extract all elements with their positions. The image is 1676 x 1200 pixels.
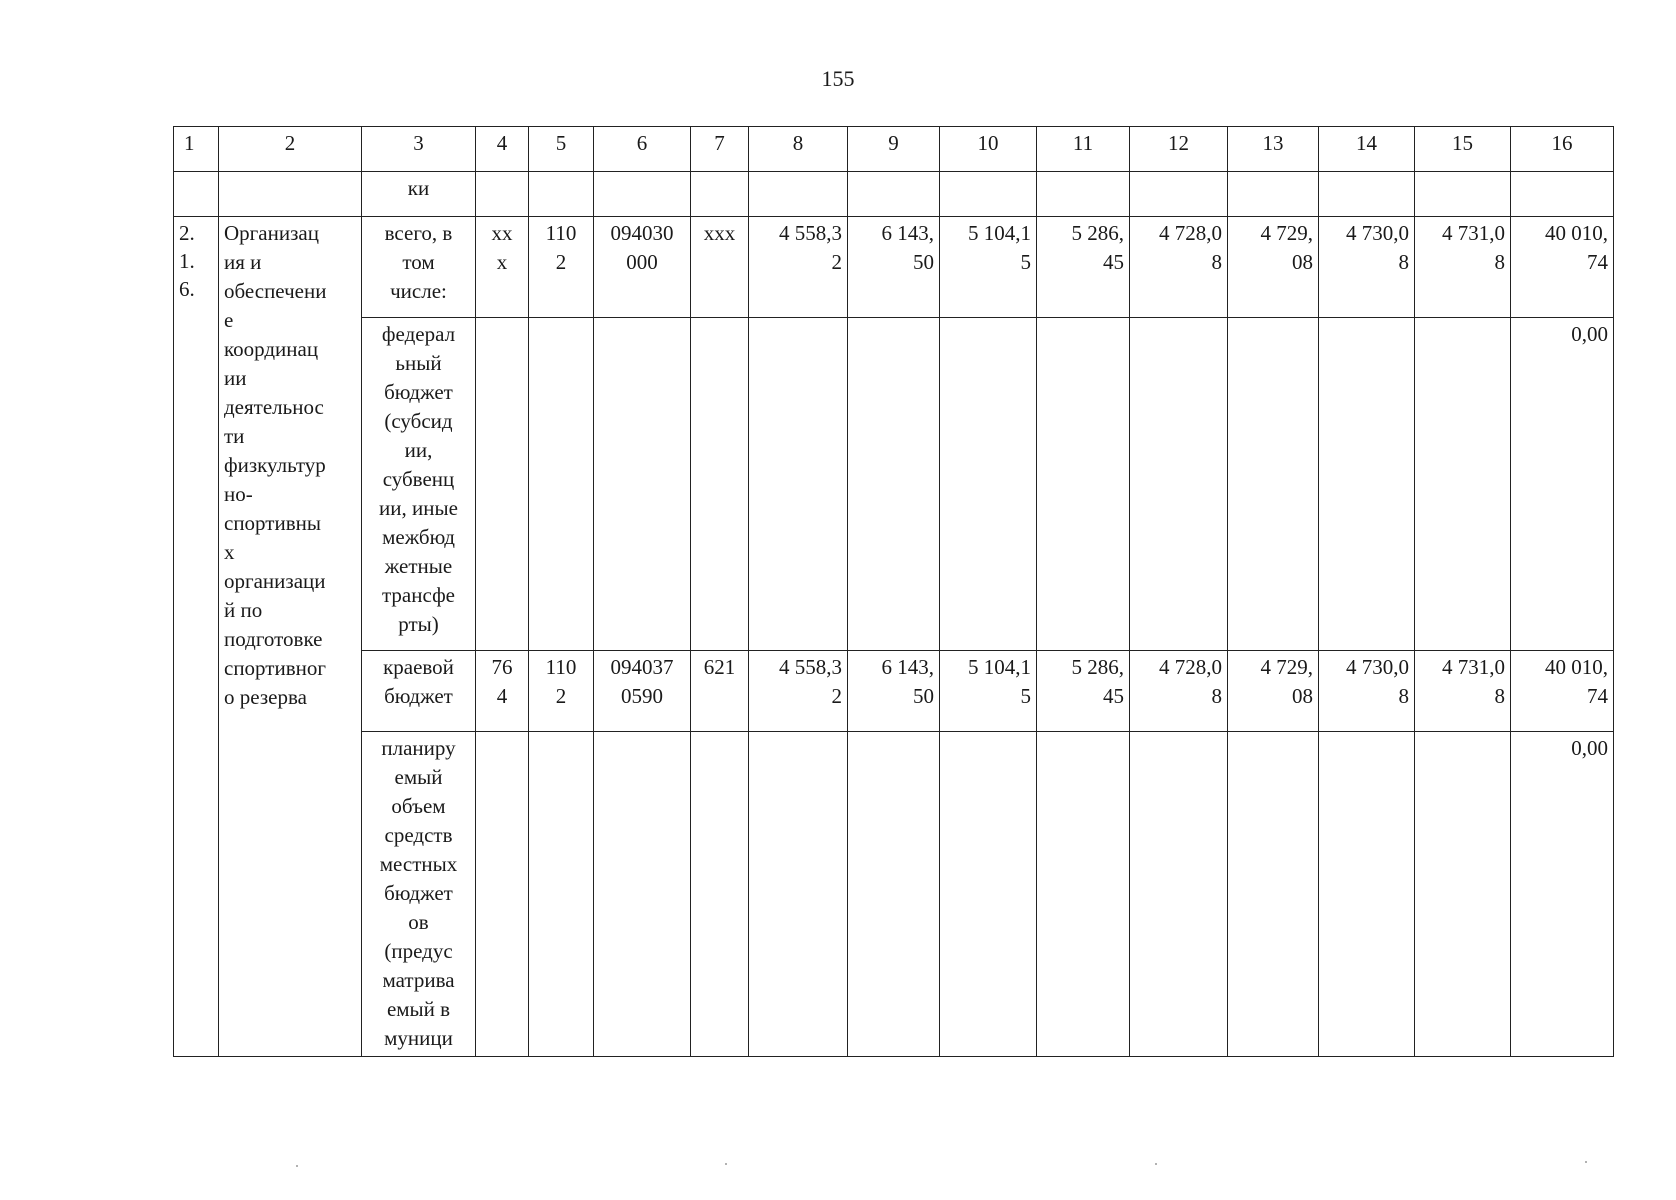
table-cell xyxy=(1415,732,1511,1057)
header-cell: 8 xyxy=(749,127,848,172)
table-cell: 5 104,1 5 xyxy=(940,217,1037,318)
table-cell: 4 729, 08 xyxy=(1228,651,1319,732)
table-cell xyxy=(691,318,749,651)
continuation-row xyxy=(174,172,1614,217)
table-cell xyxy=(1130,732,1228,1057)
header-cell: 7 xyxy=(691,127,749,172)
table-cell xyxy=(749,732,848,1057)
table-cell: 5 286, 45 xyxy=(1037,217,1130,318)
table-cell xyxy=(1415,318,1511,651)
table-cell: 4 728,0 8 xyxy=(1130,217,1228,318)
header-cell: 16 xyxy=(1511,127,1614,172)
table-row-total xyxy=(174,217,1614,318)
header-cell: 6 xyxy=(594,127,691,172)
table-cell: 621 xyxy=(691,651,749,732)
scan-speck xyxy=(1585,1161,1587,1163)
table-cell xyxy=(1037,732,1130,1057)
table-cell: 4 558,3 2 xyxy=(749,217,848,318)
table-cell xyxy=(749,318,848,651)
table-cell xyxy=(940,172,1037,217)
continuation-text: ки xyxy=(362,172,476,217)
table-cell: 40 010, 74 xyxy=(1511,217,1614,318)
table-cell xyxy=(691,172,749,217)
table-cell xyxy=(1130,318,1228,651)
header-cell: 3 xyxy=(362,127,476,172)
header-cell: 9 xyxy=(848,127,940,172)
table-cell xyxy=(1319,732,1415,1057)
budget-table-container xyxy=(173,126,1613,1057)
table-cell: 5 286, 45 xyxy=(1037,651,1130,732)
header-cell: 11 xyxy=(1037,127,1130,172)
table-cell xyxy=(691,732,749,1057)
header-cell: 1 xyxy=(174,127,219,172)
table-cell: 4 730,0 8 xyxy=(1319,651,1415,732)
header-row xyxy=(174,127,1614,172)
scan-speck xyxy=(1155,1163,1157,1165)
table-cell xyxy=(749,172,848,217)
funding-source: всего, в том числе: xyxy=(362,217,476,318)
table-cell xyxy=(594,732,691,1057)
table-cell: 094037 0590 xyxy=(594,651,691,732)
table-cell: 4 558,3 2 xyxy=(749,651,848,732)
table-cell xyxy=(1228,318,1319,651)
table-cell: 76 4 xyxy=(476,651,529,732)
table-cell xyxy=(1415,172,1511,217)
funding-source: краевой бюджет xyxy=(362,651,476,732)
table-cell: 110 2 xyxy=(529,651,594,732)
header-cell: 10 xyxy=(940,127,1037,172)
table-cell xyxy=(529,318,594,651)
table-cell xyxy=(174,172,219,217)
table-cell: 4 731,0 8 xyxy=(1415,217,1511,318)
table-cell xyxy=(1037,172,1130,217)
header-cell: 2 xyxy=(219,127,362,172)
table-cell: 4 729, 08 xyxy=(1228,217,1319,318)
table-cell xyxy=(594,318,691,651)
table-row-regional xyxy=(174,651,1614,732)
header-cell: 5 xyxy=(529,127,594,172)
item-number: 2. 1. 6. xyxy=(174,217,219,1057)
funding-source: федерал ьный бюджет (субсид ии, субвенц ии, иные межбюд жетные трансфе рты) xyxy=(362,318,476,651)
table-cell: ххх xyxy=(691,217,749,318)
table-cell: 0,00 xyxy=(1511,318,1614,651)
table-cell xyxy=(1319,172,1415,217)
table-cell: 4 731,0 8 xyxy=(1415,651,1511,732)
table-cell xyxy=(1130,172,1228,217)
table-cell: 5 104,1 5 xyxy=(940,651,1037,732)
scan-speck xyxy=(725,1163,727,1165)
table-cell xyxy=(1228,172,1319,217)
table-cell xyxy=(848,732,940,1057)
table-cell: 094030 000 xyxy=(594,217,691,318)
table-row-federal xyxy=(174,318,1614,651)
header-cell: 15 xyxy=(1415,127,1511,172)
table-cell: 4 730,0 8 xyxy=(1319,217,1415,318)
table-cell: 40 010, 74 xyxy=(1511,651,1614,732)
table-cell xyxy=(1511,172,1614,217)
table-cell: 6 143, 50 xyxy=(848,217,940,318)
table-cell xyxy=(529,732,594,1057)
table-cell xyxy=(529,172,594,217)
header-cell: 4 xyxy=(476,127,529,172)
table-cell xyxy=(594,172,691,217)
header-cell: 14 xyxy=(1319,127,1415,172)
header-cell: 13 xyxy=(1228,127,1319,172)
table-cell xyxy=(940,732,1037,1057)
item-name: Организац ия и обеспечени е координац ии деятельнос ти физкультур но- спортивны х организаци й по подготовке спортивног о резерва xyxy=(219,217,362,1057)
table-cell xyxy=(476,732,529,1057)
table-cell xyxy=(848,172,940,217)
table-cell xyxy=(476,318,529,651)
header-cell: 12 xyxy=(1130,127,1228,172)
budget-table xyxy=(173,126,1614,1057)
page-number: 155 xyxy=(821,66,855,91)
table-cell: хх х xyxy=(476,217,529,318)
scan-speck xyxy=(296,1165,298,1167)
table-cell xyxy=(940,318,1037,651)
table-cell xyxy=(1037,318,1130,651)
table-cell xyxy=(219,172,362,217)
table-cell xyxy=(1319,318,1415,651)
table-cell: 6 143, 50 xyxy=(848,651,940,732)
table-cell xyxy=(848,318,940,651)
table-cell xyxy=(476,172,529,217)
table-cell: 4 728,0 8 xyxy=(1130,651,1228,732)
table-cell xyxy=(1228,732,1319,1057)
table-cell: 110 2 xyxy=(529,217,594,318)
funding-source: планиру емый объем средств местных бюджет ов (предус матрива емый в муници xyxy=(362,732,476,1057)
table-cell: 0,00 xyxy=(1511,732,1614,1057)
table-row-local xyxy=(174,732,1614,1057)
